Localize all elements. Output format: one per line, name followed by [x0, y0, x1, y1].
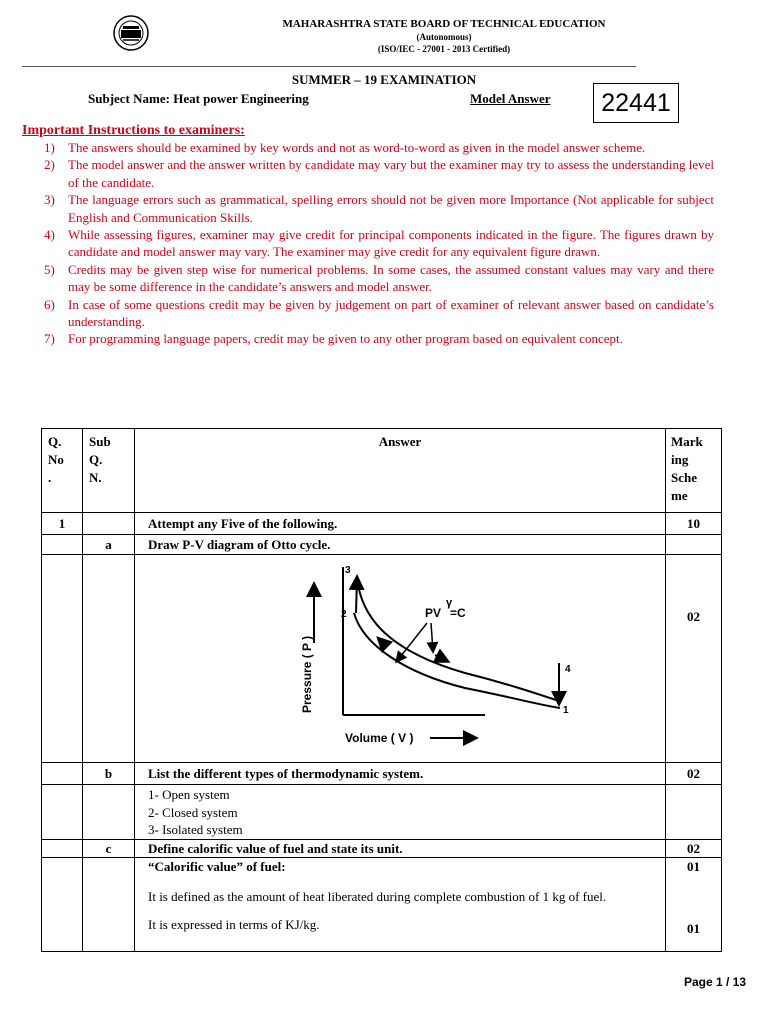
q1-marks: 10: [666, 513, 722, 535]
table-row: [42, 857, 722, 951]
y-axis-label: Pressure ( P ): [300, 635, 314, 713]
qc-sub: c: [83, 839, 135, 857]
table-header-row: [42, 429, 722, 513]
list-item: 2- Closed system: [148, 804, 238, 820]
instruction-item: [44, 191, 714, 226]
qb-marks: 02: [666, 763, 722, 785]
header-qno: Q. No .: [42, 429, 83, 513]
qa-marks: 02: [666, 555, 722, 763]
equation-pv: PV: [425, 606, 442, 620]
point-3-label: 3: [345, 565, 351, 576]
page-number: Page 1 / 13: [683, 975, 746, 989]
instruction-text: The answers should be examined by key words and not as word-to-word as given in the model answer scheme.: [68, 140, 646, 155]
point-4-label: 4: [565, 664, 571, 675]
qb-sub: b: [83, 763, 135, 785]
instruction-text: For programming language papers, credit may be given to any other program based on equivalent concept.: [68, 331, 623, 347]
board-name: MAHARASHTRA STATE BOARD OF TECHNICAL EDUCATION: [282, 18, 606, 30]
x-axis-label: Volume ( V ): [345, 731, 414, 745]
qb-answer-list: [135, 785, 666, 840]
list-item: 3- Isolated system: [148, 822, 243, 837]
table-row: [42, 513, 722, 535]
arrow-1-2: [379, 639, 385, 645]
point-2-label: 2: [341, 609, 347, 620]
equation-gamma: γ: [446, 597, 453, 609]
instruction-number: 2): [44, 157, 55, 173]
q1-sub: [83, 513, 135, 535]
equation-constant: =C: [450, 606, 466, 620]
leader-line-2: [431, 623, 433, 651]
arrow-3-4: [435, 655, 447, 661]
calorific-definition: It is defined as the amount of heat liberated during complete combustion of 1 kg of fuel.: [148, 888, 607, 904]
calorific-heading: “Calorific value” of fuel:: [148, 858, 286, 874]
exam-title: SUMMER – 19 EXAMINATION: [291, 72, 477, 87]
leader-line-1: [397, 623, 427, 661]
qa-sub: a: [83, 535, 135, 555]
table-row: [42, 785, 722, 840]
instruction-text: In case of some questions credit may be given by judgement on part of examiner of relevant answer based on candidate’s understanding.: [68, 296, 714, 330]
instruction-number: 5): [44, 261, 55, 277]
instruction-text: The language errors such as grammatical, spelling errors should not be given more Importance (Not applicable for subject English and Communication Skills.: [68, 192, 714, 225]
instruction-item: [44, 330, 714, 347]
table-row: [42, 555, 722, 763]
instruction-text: Credits may be given step wise for numerical problems. In some cases, the assumed constant values may vary and there may be some difference in the candidate’s answers and model answer.: [68, 261, 714, 295]
autonomous-label: (Autonomous): [416, 32, 472, 42]
qa-question: Draw P-V diagram of Otto cycle.: [135, 535, 666, 555]
q1-title: Attempt any Five of the following.: [135, 513, 666, 535]
model-answer-label: Model Answer: [470, 91, 551, 106]
unit-marks: 01: [687, 920, 700, 936]
instruction-text: While assessing figures, examiner may give credit for principal components indicated in the figure. The figures drawn by candidate and model answer may vary. The examiner may give credit for any equivalent figure drawn.: [68, 227, 714, 260]
instruction-item: [44, 296, 714, 331]
calorific-unit: It is expressed in terms of KJ/kg.: [148, 916, 320, 932]
q1-number: 1: [42, 513, 83, 535]
qc-question: Define calorific value of fuel and state its unit.: [135, 839, 666, 857]
instruction-number: 3): [44, 192, 55, 208]
instruction-number: 7): [44, 331, 55, 347]
list-item: 1- Open system: [148, 787, 230, 802]
heat-addition-line: [356, 578, 357, 613]
point-1-label: 1: [563, 705, 569, 716]
otto-cycle-diagram-cell: [135, 555, 666, 763]
instruction-item: [44, 156, 714, 191]
instructions-list: [44, 139, 714, 348]
iso-certification: (ISO/IEC - 27001 - 2013 Certified): [377, 44, 511, 54]
qc-marks: 02: [666, 839, 722, 857]
instructions-title: Important Instructions to examiners:: [22, 123, 245, 138]
answer-table: [41, 428, 722, 952]
table-row: [42, 535, 722, 555]
instruction-item: [44, 226, 714, 261]
instruction-item: [44, 139, 714, 156]
otto-pv-diagram: [135, 555, 655, 758]
table-row: [42, 839, 722, 857]
qb-question: List the different types of thermodynamic system.: [135, 763, 666, 785]
instruction-item: [44, 261, 714, 296]
instruction-number: 6): [44, 296, 55, 312]
subject-code-box: 22441: [593, 83, 679, 123]
qc-answer: [135, 857, 666, 951]
compression-curve: [354, 613, 560, 708]
expansion-curve: [357, 578, 559, 701]
subject-name: Subject Name: Heat power Engineering: [88, 91, 309, 106]
header-answer: Answer: [135, 429, 666, 513]
instruction-number: 1): [44, 140, 55, 155]
heading-marks: 01: [687, 858, 700, 874]
instruction-number: 4): [44, 227, 55, 243]
header-divider: [22, 66, 636, 67]
instruction-text: The model answer and the answer written by candidate may vary but the examiner may try to assess the understanding level of the candidate.: [68, 157, 714, 190]
header-subq: Sub Q. N.: [83, 429, 135, 513]
table-row: [42, 763, 722, 785]
header-marks: Mark ing Sche me: [666, 429, 722, 513]
qc-answer-marks: [666, 857, 722, 951]
